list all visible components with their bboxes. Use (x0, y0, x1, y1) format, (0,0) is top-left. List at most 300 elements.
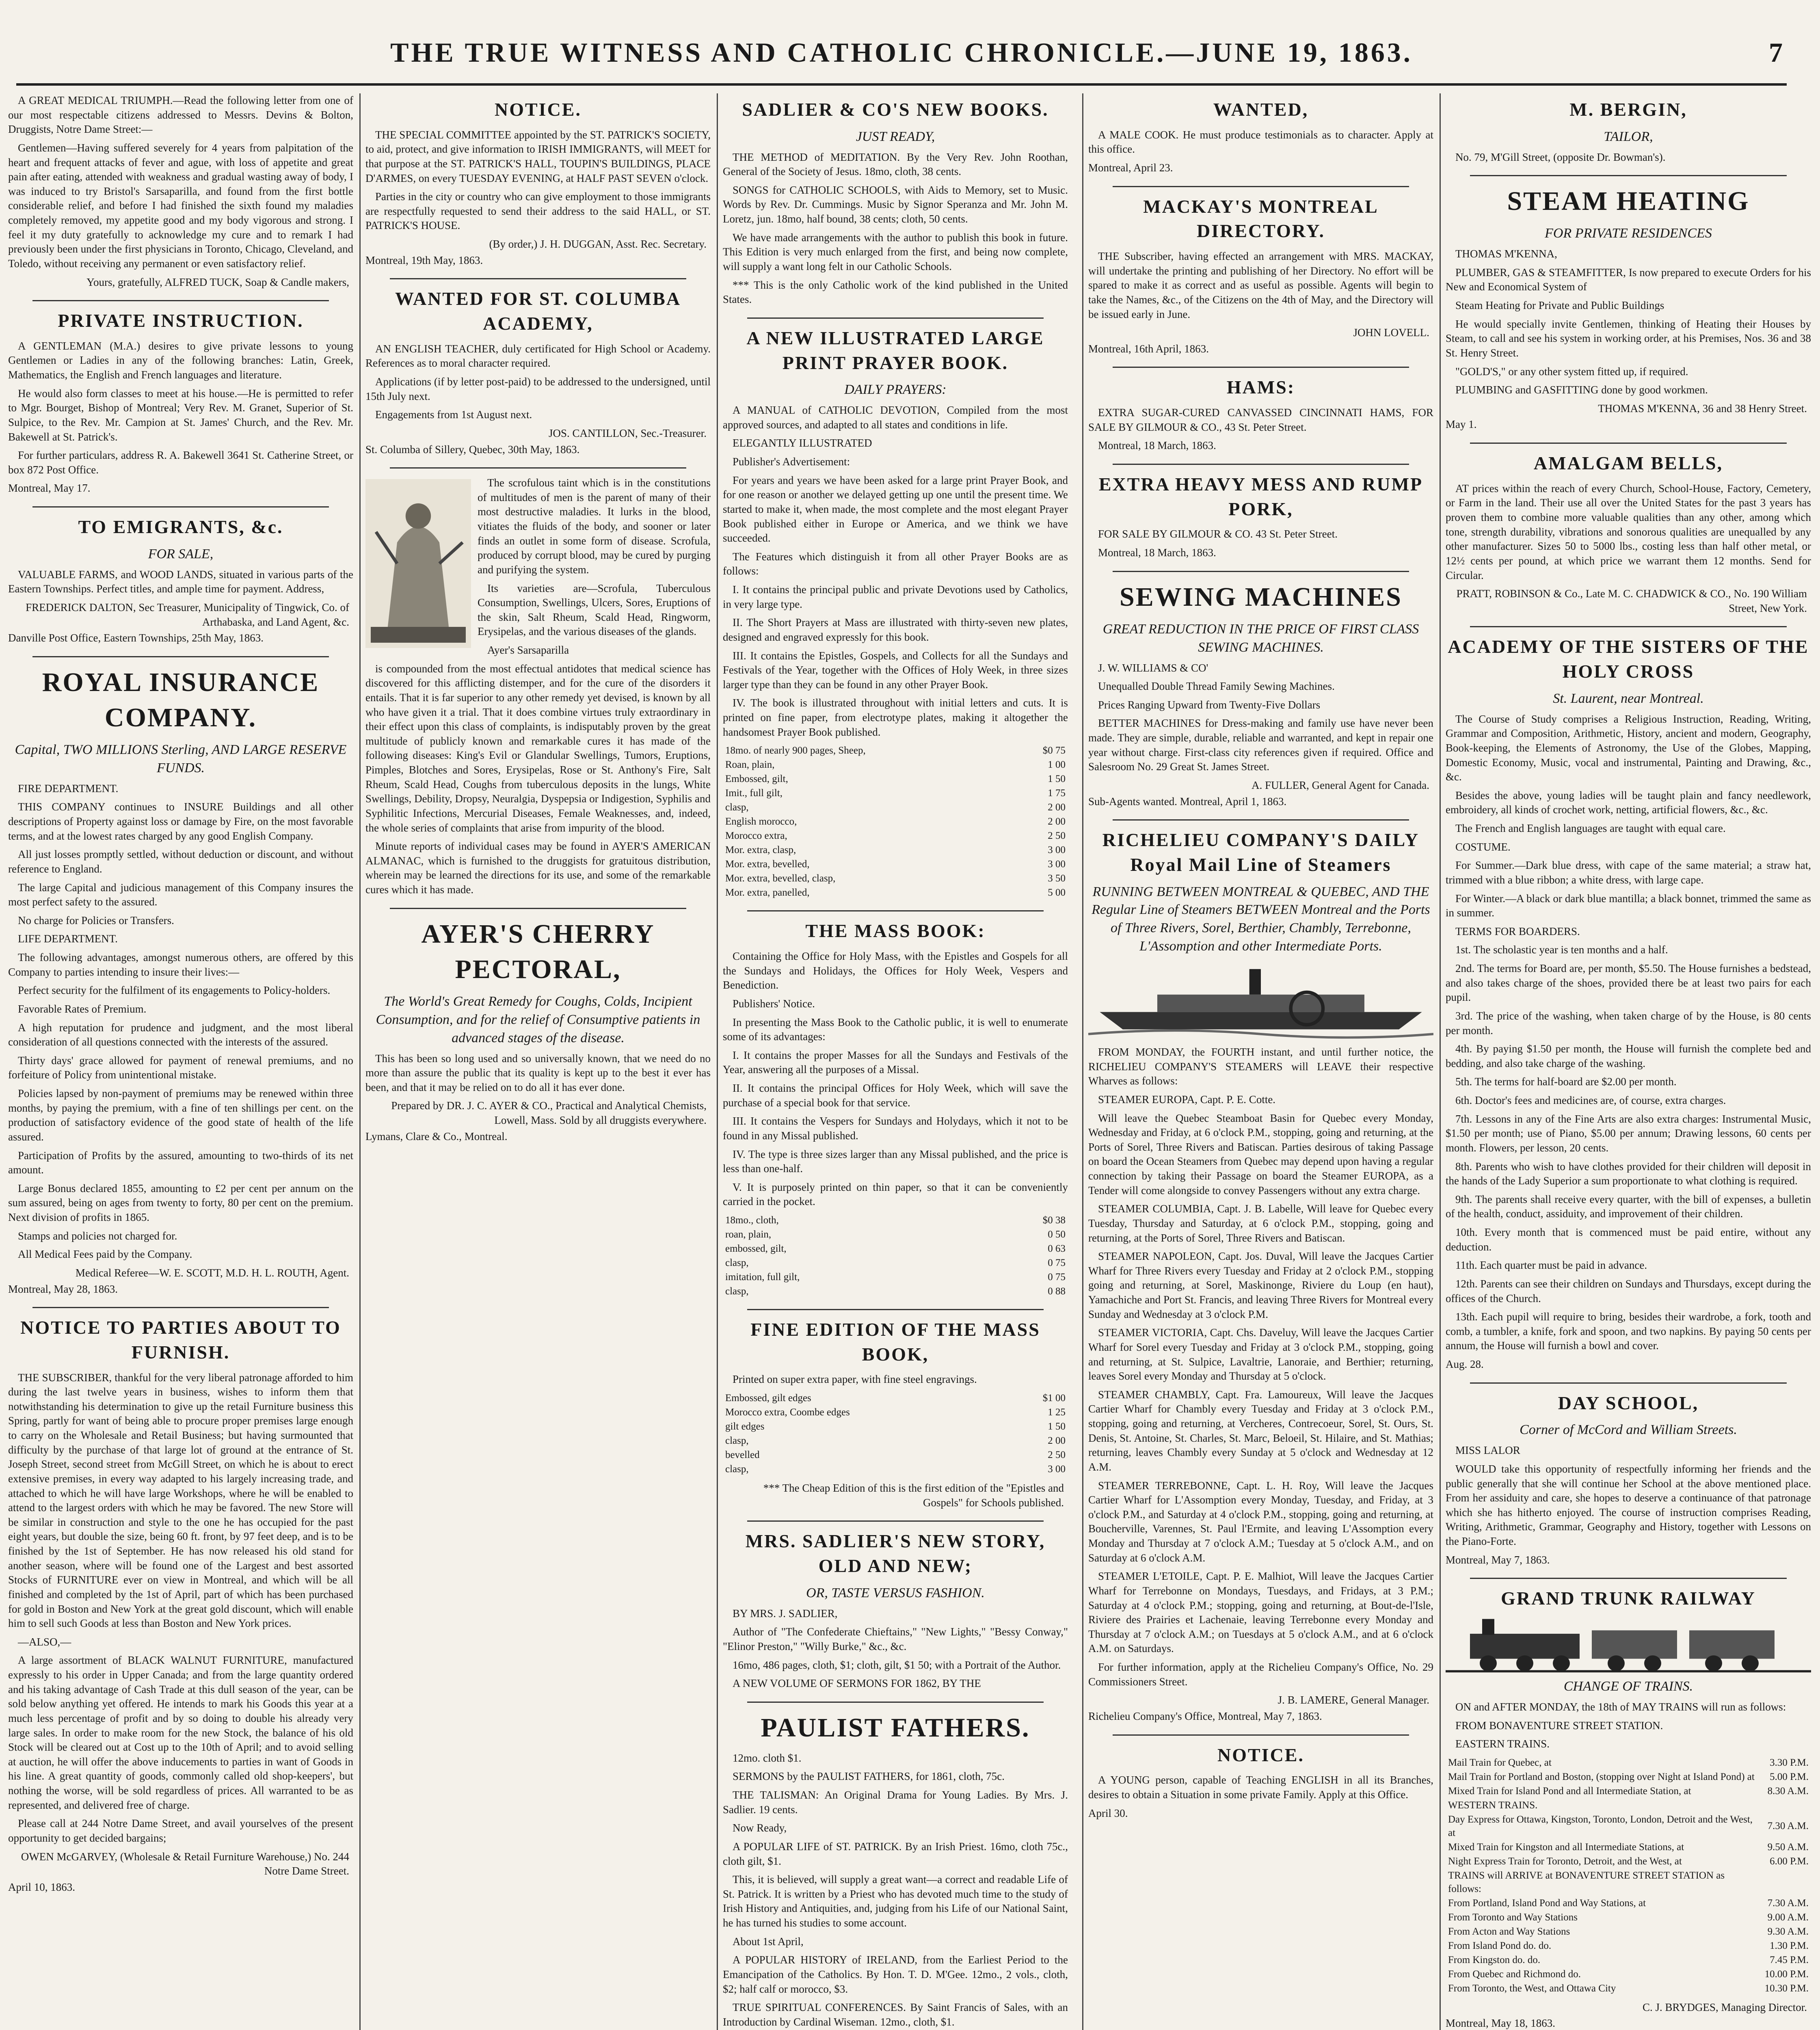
ad-paragraph: Author of "The Confederate Chieftains," "New Lights," "Bessy Conway," "Elinor Preston," "Willy Burke," &c., &c. (723, 1626, 1068, 1652)
price-value: 1 50 (1048, 773, 1066, 785)
price-value: 1 25 (1048, 1407, 1066, 1418)
price-value: 0 88 (1048, 1286, 1066, 1297)
section-divider (1470, 626, 1787, 627)
ad-paragraph: SERMONS by the PAULIST FATHERS, for 1861, cloth, 75c. (733, 1770, 1005, 1783)
ad-heading: A NEW ILLUSTRATED LARGE PRINT PRAYER BOOK. (746, 327, 1044, 373)
ad-paragraph: 7th. Lessons in any of the Fine Arts are also extra charges: Instrumental Music, $1.50 per month; use of Piano, $5.00 per annum; Drawing lessons, 60 cents per month. Flowers, per lesson, 20 cents. (1446, 1112, 1811, 1154)
ad-signature: J. B. LAMERE, General Manager. (1277, 1694, 1429, 1706)
price-value: 2 00 (1048, 1435, 1066, 1447)
price-row (723, 1405, 1068, 1419)
ad-paragraph: THIS COMPANY continues to INSURE Buildings and all other descriptions of Property against loss or damage by Fire, on the most favorable terms, and at the lowest rates charged by any good English Company. (8, 801, 353, 842)
ad-paragraph: No. 79, M'Gill Street, (opposite Dr. Bowman's). (1455, 151, 1666, 163)
section-divider (747, 1702, 1044, 1703)
ad-subheading: RUNNING BETWEEN MONTREAL & QUEBEC, AND THE Regular Line of Steamers BETWEEN Montreal and the Ports of Three Rivers, Sorel, Berthier, Chambly, Terrebonne, L'Assomption and other Intermediate Ports. (1092, 884, 1430, 954)
ad-paragraph: Minute reports of individual cases may be found in AYER'S AMERICAN ALMANAC, which is furnished to the druggists for gratuitous distribution, wherein may be learned the directions for its use, and some of the remarkable cures which it has made. (365, 840, 711, 896)
price-item: Imit., full gilt, (725, 788, 782, 799)
ad-paragraph: A POPULAR LIFE of ST. PATRICK. By an Irish Priest. 16mo, cloth 75c., cloth gilt, $1. (723, 1840, 1068, 1867)
ad-paragraph: A NEW VOLUME OF SERMONS FOR 1862, BY THE (733, 1677, 981, 1690)
price-row (723, 1419, 1068, 1434)
ad-signature: THOMAS M'KENNA, 36 and 38 Henry Street. (1598, 402, 1807, 415)
ad-paragraph: THOMAS M'KENNA, (1455, 248, 1557, 260)
price-row (1446, 1798, 1811, 1812)
advertisement (8, 1307, 353, 1894)
ad-heading: NOTICE. (1217, 1744, 1304, 1765)
advertisement (1088, 819, 1433, 1723)
ad-paragraph: STEAMER TERREBONNE, Capt. L. H. Roy, Will leave the Jacques Cartier Wharf for L'Assomption every Monday, Tuesday, and Friday, at 3 o'clock P.M., and Saturday at 4 o'clock P.M., stopping, going and returning, at Boucherville, Varennes, St. Paul l'Ermite, and leaving L'Assomption every Monday and Thursday at 7 o'clock A.M.; Tuesday at 5 o'clock A.M., and on Saturday at 6 o'clock A.M. (1088, 1479, 1433, 1564)
price-row (1446, 1981, 1811, 1995)
price-row (723, 1434, 1068, 1448)
price-item: Embossed, gilt edges (725, 1393, 811, 1404)
ad-paragraph: THE SPECIAL COMMITTEE appointed by the ST. PATRICK'S SOCIETY, to aid, protect, and give information to IRISH IMMIGRANTS, will MEET for that purpose at the ST. PATRICK'S HALL, TOUPIN'S BUILDINGS, PLACE D'ARMES, on every TUESDAY EVENING, at HALF PAST SEVEN o'clock. (365, 128, 711, 184)
section-divider (1470, 1382, 1787, 1384)
ad-date: April 30. (1088, 1807, 1128, 1819)
ad-signature: Prepared by DR. J. C. AYER & CO., Practical and Analytical Chemists, Lowell, Mass. Sold by all druggists everywhere. (391, 1099, 707, 1126)
ad-paragraph: For Winter.—A black or dark blue mantilla; a black bonnet, trimmed the same as in summer. (1446, 892, 1811, 919)
ad-paragraph: A high reputation for prudence and judgment, and the most liberal consideration of all questions connected with the interests of the assured. (8, 1021, 353, 1048)
ad-paragraph: A YOUNG person, capable of Teaching ENGLISH in all its Branches, desires to obtain a Situation in some private Family. Apply at this Office. (1088, 1774, 1433, 1801)
price-row (723, 885, 1068, 900)
ad-paragraph: Will leave the Quebec Steamboat Basin for Quebec every Monday, Wednesday and Friday, at 6 o'clock P.M., stopping, going and returning, at the Ports of Sorel, Three Rivers and Batiscan. Parties desirous of taking Passage on board the Ocean Steamers from Quebec may depend upon having a regular connection by taking their Passage on board the Steamer EUROPA, as a Tender will come alongside to convey Passengers without any extra charge. (1088, 1112, 1433, 1196)
ad-paragraph: The Course of Study comprises a Religious Instruction, Reading, Writing, Grammar and Composition, Arithmetic, History, ancient and modern, Geography, Book-keeping, the Elements of Astronomy, the Use of the Globes, Mapping, Domestic Economy, Music, vocal and instrumental, Painting and Drawing, &c., &c. (1446, 713, 1811, 783)
price-row (723, 857, 1068, 871)
masthead-title: THE TRUE WITNESS AND CATHOLIC CHRONICLE.—JUNE 19, 1863. (390, 37, 1413, 68)
price-value: 0 50 (1048, 1229, 1066, 1240)
section-divider (32, 656, 329, 657)
ad-paragraph: 12th. Parents can see their children on Sundays and Thursdays, except during the offices of the Church. (1446, 1277, 1811, 1304)
ad-paragraph: STEAMER NAPOLEON, Capt. Jos. Duval, Will leave the Jacques Cartier Wharf for Three Rivers every Tuesday and Friday at 2 o'clock P.M., stopping going and returning, at Sorel, Maskinonge, Riviere du Loup (en haut), Yamachiche and Port St. Francis, and leaving Three Rivers for Montreal every Sunday and Wednesday at 3 o'clock P.M. (1088, 1250, 1433, 1320)
ad-paragraph: I. It contains the proper Masses for all the Sundays and Festivals of the Year, answering all the purposes of a Missal. (723, 1049, 1068, 1076)
advertisement (1446, 175, 1811, 432)
price-item: Mail Train for Portland and Boston, (stopping over Night at Island Pond) at (1448, 1771, 1755, 1782)
section-divider (1113, 186, 1409, 187)
steamboat-illustration (1088, 960, 1433, 1041)
ad-paragraph: STEAMER EUROPA, Capt. P. E. Cotte. (1098, 1093, 1276, 1106)
ad-paragraph: Besides the above, young ladies will be taught plain and fancy needlework, embroidery, all kinds of crochet work, netting, artificial flowers, &c., &c. (1446, 789, 1811, 816)
price-item: clasp, (725, 1257, 749, 1268)
ad-paragraph: II. The Short Prayers at Mass are illustrated with thirty-seven new plates, designed and engraved expressly for this book. (723, 616, 1068, 643)
ad-paragraph: In presenting the Mass Book to the Catholic public, it is well to enumerate some of its advantages: (723, 1016, 1068, 1043)
price-value (1762, 1798, 1811, 1812)
ad-heading: RICHELIEU COMPANY'S DAILY Royal Mail Line of Steamers (1102, 829, 1420, 875)
ad-paragraph: FIRE DEPARTMENT. (18, 782, 119, 795)
ad-paragraph: III. It contains the Epistles, Gospels, and Collects for all the Sundays and Festivals of the Year, together with the Offices of Holy Week, in three sizes larger type than they can be found in any other Prayer Book. (723, 649, 1068, 691)
price-row (1446, 1854, 1811, 1868)
ad-paragraph: THE METHOD of MEDITATION. By the Very Rev. John Roothan, General of the Society of Jesus. 18mo, cloth, 38 cents. (723, 151, 1068, 178)
advertisement (1446, 443, 1811, 615)
ad-paragraph: 3rd. The price of the washing, when taken charge of by the House, is 80 cents per month. (1446, 1009, 1811, 1037)
price-row (723, 1256, 1068, 1270)
ad-heading: GRAND TRUNK RAILWAY (1501, 1588, 1756, 1609)
advertisement (365, 278, 711, 457)
ad-paragraph: II. It contains the principal Offices for Holy Week, which will save the purchase of a special book for that service. (723, 1082, 1068, 1109)
ad-paragraph: Prices Ranging Upward from Twenty-Five Dollars (1098, 698, 1321, 711)
advertisement (723, 97, 1068, 307)
price-row (723, 772, 1068, 786)
ad-paragraph: For further particulars, address R. A. Bakewell 3641 St. Catherine Street, or box 872 Post Office. (8, 449, 353, 476)
ad-heading: PAULIST FATHERS. (761, 1713, 1030, 1743)
price-value: 2 50 (1048, 830, 1066, 842)
ad-paragraph: Engagements from 1st August next. (375, 408, 532, 421)
section-divider (747, 317, 1044, 319)
section-divider (1113, 367, 1409, 368)
price-row (723, 829, 1068, 843)
advertisement (1446, 626, 1811, 1371)
ad-signature: JOS. CANTILLON, Sec.-Treasurer. (549, 427, 707, 439)
price-item: gilt edges (725, 1421, 765, 1432)
price-row (1446, 1896, 1811, 1910)
advertisement (8, 656, 353, 1296)
advertisement (1088, 464, 1433, 560)
section-divider (32, 506, 329, 508)
ad-paragraph: A GREAT MEDICAL TRIUMPH.—Read the following letter from one of our most respectable citizens addressed to Messrs. Devins & Bolton, Druggists, Notre Dame Street:— (8, 94, 353, 136)
ad-subheading: The World's Great Remedy for Coughs, Colds, Incipient Consumption, and for the relief of Consumptive patients in advanced stages of the disease. (376, 993, 700, 1045)
ad-paragraph: This, it is believed, will supply a great want—a correct and readable Life of St. Patrick. It is written by a Priest who has devoted much time to the study of Irish History and Antiquities, and, judging from his Life of our National Saint, he has turned his studies to some account. (723, 1873, 1068, 1929)
price-row (723, 1391, 1068, 1405)
price-item: 18mo., cloth, (725, 1215, 779, 1226)
ad-paragraph: No charge for Policies or Transfers. (18, 914, 174, 926)
ad-paragraph: EASTERN TRAINS. (1455, 1738, 1550, 1750)
section-divider (32, 300, 329, 301)
ad-paragraph: All Medical Fees paid by the Company. (18, 1248, 192, 1261)
ad-paragraph: J. W. WILLIAMS & CO' (1098, 661, 1208, 674)
price-row (1446, 1953, 1811, 1967)
ad-paragraph: IV. The type is three sizes larger than any Missal published, and the price is less than one-half. (723, 1148, 1068, 1175)
section-divider (390, 467, 686, 469)
ad-paragraph: For years and years we have been asked for a large print Prayer Book, and for one reason or another we delayed getting up one until the present time. We started to make it, when made, the most complete and the most elegant Prayer Book published either in Europe or America, and we think we have succeeded. (723, 474, 1068, 544)
ad-paragraph: The French and English languages are taught with equal care. (1455, 822, 1726, 835)
ad-paragraph: A POPULAR HISTORY of IRELAND, from the Earliest Period to the Emancipation of the Catholics. By Hon. T. D. M'Gee. 12mo., 2 vols., cloth, $2; half calf or morocco, $3. (723, 1954, 1068, 1995)
price-value: 9.50 A.M. (1767, 1841, 1809, 1853)
column-5 (1446, 93, 1811, 2030)
advertisement (365, 908, 711, 1144)
section-divider (1113, 819, 1409, 821)
price-value: 1 75 (1048, 788, 1066, 799)
ad-paragraph: Montreal, 18 March, 1863. (1098, 439, 1216, 452)
price-row (1446, 1967, 1811, 1981)
advertisement (1088, 1734, 1433, 1821)
section-divider (390, 908, 686, 909)
price-list (723, 743, 1068, 900)
price-value: $0 38 (1042, 1215, 1066, 1226)
ad-heading: TO EMIGRANTS, &c. (78, 516, 283, 538)
ad-subheading: Corner of McCord and William Streets. (1520, 1422, 1737, 1438)
ad-paragraph: TRUE SPIRITUAL CONFERENCES. By Saint Francis of Sales, with an Introduction by Cardinal Wiseman. 12mo., cloth, $1. (723, 2001, 1068, 2028)
ad-date: Montreal, May 18, 1863. (1446, 2017, 1555, 2030)
ad-heading: DAY SCHOOL, (1558, 1392, 1699, 1413)
ad-paragraph: The following advantages, amongst numerous others, are offered by this Company to parties intending to insure their lives:— (8, 951, 353, 978)
price-value: 3 00 (1048, 844, 1066, 856)
price-value: 2 50 (1048, 1449, 1066, 1461)
ad-date: Montreal, 16th April, 1863. (1088, 342, 1209, 355)
ad-paragraph: 12mo. cloth $1. (733, 1751, 802, 1764)
advertisement (723, 1520, 1068, 1691)
price-item: imitation, full gilt, (725, 1272, 800, 1283)
ad-paragraph: A MANUAL of CATHOLIC DEVOTION, Compiled from the most approved sources, and adapted to all states and conditions in life. (723, 404, 1068, 431)
ad-paragraph: The Features which distinguish it from all other Prayer Books are as follows: (723, 550, 1068, 577)
ad-paragraph: Favorable Rates of Premium. (18, 1002, 147, 1015)
column-1 (8, 93, 353, 2030)
ad-paragraph: STEAMER L'ETOILE, Capt. P. E. Malhiot, Will leave the Jacques Cartier Wharf for Terrebonne on Mondays, Tuesdays, and Fridays, at 3 P.M.; Saturday at 4 o'clock P.M.; stopping, going and returning, at Bout-de-l'Isle, Riviere des Prairies et Lachenaie, leaving Terrebonne every Monday and Thursday at 7 o'clock A.M.; on Tuesdays at 5 o'clock A.M., and at 6 o'clock A.M. on Saturdays. (1088, 1570, 1433, 1655)
price-row (1446, 1910, 1811, 1924)
price-row (723, 1462, 1068, 1476)
ad-paragraph: Its varieties are—Scrofula, Tuberculous Consumption, Swellings, Ulcers, Sores, Eruptions of the skin, Salt Rheum, Scald Head, Ringworm, Erysipelas, and the various diseases of the glands. (478, 582, 711, 638)
price-row (1446, 1939, 1811, 1953)
price-value: 3.30 P.M. (1770, 1757, 1809, 1768)
ad-paragraph: ELEGANTLY ILLUSTRATED (733, 437, 872, 449)
section-divider (1113, 464, 1409, 465)
ad-paragraph: A MALE COOK. He must produce testimonials as to character. Apply at this office. (1088, 128, 1433, 155)
price-value: 1 00 (1048, 759, 1066, 771)
section-divider (1470, 443, 1787, 444)
price-value: 1.30 P.M. (1770, 1940, 1809, 1951)
price-row (723, 843, 1068, 857)
price-list (1446, 1756, 1811, 1995)
ad-paragraph: For further information, apply at the Richelieu Company's Office, No. 29 Commissioners Street. (1088, 1661, 1433, 1688)
ad-subheading: GREAT REDUCTION IN THE PRICE OF FIRST CLASS SEWING MACHINES. (1102, 621, 1419, 655)
ad-paragraph: STEAMER CHAMBLY, Capt. Fra. Lamoureux, Will leave the Jacques Cartier Wharf for Chambly every Tuesday and Friday at 3 o'clock P.M., stopping, going and returning, at Vercheres, Contrecoeur, Sorel, St. Ours, St. Denis, St. Antoine, St. Charles, St. Marc, Beloeil, St. Hilaire, and St. Mathias; returning, leaves Chambly every Sunday at 5 o'clock and Wednesday at 12 A.M. (1088, 1388, 1433, 1473)
ad-paragraph: 10th. Every month that is commenced must be paid entire, without any deduction. (1446, 1226, 1811, 1253)
section-divider (32, 1307, 329, 1308)
ad-signature: *** The Cheap Edition of this is the first edition of the "Epistles and Gospels" for Schools published. (763, 1482, 1064, 1509)
advertisement (723, 910, 1068, 1298)
price-value: 7.45 P.M. (1770, 1954, 1809, 1965)
price-item: Mor. extra, panelled, (725, 887, 810, 898)
ad-paragraph: BY MRS. J. SADLIER, (733, 1607, 838, 1620)
ad-date: Aug. 28. (1446, 1358, 1484, 1371)
price-value: 10.00 P.M. (1764, 1968, 1809, 1980)
ad-paragraph: FROM MONDAY, the FOURTH instant, and until further notice, the RICHELIEU COMPANY'S STEAMERS will LEAVE their respective Wharves as follows: (1088, 1046, 1433, 1087)
price-value: 1 50 (1048, 1421, 1066, 1432)
ad-paragraph: SONGS for CATHOLIC SCHOOLS, with Aids to Memory, set to Music. Words by Rev. Dr. Cummings. Music by Signor Speranza and Mr. John M. Loretz, jun. 18mo, half bound, 38 cents; cloth, 50 cents. (723, 184, 1068, 225)
price-row (1446, 1756, 1811, 1770)
price-item: clasp, (725, 802, 749, 813)
ad-signature: (By order,) J. H. DUGGAN, Asst. Rec. Secretary. (489, 238, 707, 251)
ad-subheading: FOR SALE, (148, 546, 214, 561)
ad-paragraph: All just losses promptly settled, without deduction or discount, and without reference to England. (8, 848, 353, 875)
locomotive-illustration (1446, 1617, 1811, 1674)
advertisement (1088, 571, 1433, 809)
price-item: clasp, (725, 1286, 749, 1297)
section-divider (747, 910, 1044, 911)
price-row (1446, 1812, 1811, 1840)
ad-paragraph: Participation of Profits by the assured, amounting to two-thirds of its net amount. (8, 1149, 353, 1176)
column-4 (1088, 93, 1433, 2030)
ad-paragraph: EXTRA SUGAR-CURED CANVASSED CINCINNATI HAMS, FOR SALE BY GILMOUR & CO., 43 St. Peter Street. (1088, 406, 1433, 433)
advertisement (365, 467, 711, 897)
price-row (1446, 1840, 1811, 1854)
price-item: Mor. extra, bevelled, clasp, (725, 873, 836, 884)
ad-heading: SADLIER & CO'S NEW BOOKS. (742, 99, 1049, 120)
ad-paragraph: Gentlemen—Having suffered severely for 4 years from palpitation of the heart and frequent attacks of fever and ague, with loss of appetite and great pain after eating, attended with weakness and gradual wasting away of body, I was induced to try Bristol's Sarsaparilla, and found from the first bottle considerable relief, and before I had finished the sixth found my maladies completely removed, my appetite good and my body vigorous and strong. I feel it my duty gratefully to acknowledge my cure and to remark I had previously been under the first physicians in Toronto, Chicago, Cleveland, and Toledo, without receiving any permanent or even satisfactory relief. (8, 141, 353, 270)
price-item: From Portland, Island Pond and Way Stations, at (1448, 1897, 1646, 1909)
ad-paragraph: —ALSO,— (18, 1635, 71, 1648)
ad-paragraph: Steam Heating for Private and Public Buildings (1455, 299, 1664, 312)
ad-paragraph: Publishers' Notice. (733, 997, 815, 1010)
column-divider (717, 93, 718, 2030)
price-row (723, 814, 1068, 829)
ad-paragraph: We have made arrangements with the author to publish this book in future. This Edition is very much enlarged from the first, and being now complete, will supply a want long felt in our Catholic Schools. (723, 231, 1068, 272)
ad-date: Sub-Agents wanted. Montreal, April 1, 1863. (1088, 795, 1287, 808)
price-item: Roan, plain, (725, 759, 775, 771)
ad-heading: WANTED, (1213, 99, 1309, 120)
price-value: 0 63 (1048, 1243, 1066, 1254)
section-divider (1470, 175, 1787, 176)
ad-date: Montreal, May 7, 1863. (1446, 1553, 1550, 1566)
ad-paragraph: Unequalled Double Thread Family Sewing Machines. (1098, 680, 1335, 693)
price-item: Day Express for Ottawa, Kingston, Toronto, London, Detroit and the West, at (1448, 1814, 1753, 1838)
column-divider (1082, 93, 1083, 2030)
ad-signature: JOHN LOVELL. (1353, 326, 1429, 339)
advertisement (723, 1309, 1068, 1510)
section-divider (1470, 1578, 1787, 1579)
ad-signature: C. J. BRYDGES, Managing Director. (1643, 2001, 1807, 2013)
price-value: 7.30 A.M. (1767, 1821, 1809, 1832)
ad-signature: A. FULLER, General Agent for Canada. (1252, 779, 1429, 791)
price-row (723, 1213, 1068, 1227)
ad-heading: WANTED FOR ST. COLUMBA ACADEMY, (395, 288, 681, 334)
ad-paragraph: PLUMBER, GAS & STEAMFITTER, Is now prepared to execute Orders for his New and Economical System of (1446, 266, 1811, 293)
ad-paragraph: STEAMER COLUMBIA, Capt. J. B. Labelle, Will leave for Quebec every Tuesday, Thursday and Saturday, at 6 o'clock P.M., stopping, going and returning, at the Ports of Sorel, Three Rivers and Batiscan. (1088, 1203, 1433, 1244)
price-value (1762, 1868, 1811, 1896)
price-item: bevelled (725, 1449, 760, 1461)
section-divider (1113, 1734, 1409, 1736)
price-item: Mail Train for Quebec, at (1448, 1757, 1552, 1768)
price-item: From Acton and Way Stations (1448, 1926, 1570, 1937)
ad-heading: EXTRA HEAVY MESS AND RUMP PORK, (1098, 474, 1423, 519)
ad-paragraph: The large Capital and judicious management of this Company insures the most perfect safety to the assured. (8, 881, 353, 908)
price-value: 3 00 (1048, 859, 1066, 870)
ad-paragraph: 1st. The scholastic year is ten months and a half. (1455, 944, 1668, 956)
ad-subheading: FOR PRIVATE RESIDENCES (1545, 226, 1712, 241)
masthead-rule (16, 83, 1787, 86)
ad-signature: PRATT, ROBINSON & Co., Late M. C. CHADWICK & CO., No. 190 William Street, New York. (1456, 587, 1807, 614)
ad-date: Lymans, Clare & Co., Montreal. (365, 1130, 508, 1142)
price-value: 2 00 (1048, 802, 1066, 813)
ad-paragraph: The scrofulous taint which is in the constitutions of multitudes of men is the parent of many of their most destructive maladies. It lurks in the blood, vitiates the fluids of the body, and sooner or later finds an outlet in some form of disease. Scrofula, produced by corrupt blood, may be cured by purging and purifying the system. (478, 477, 711, 576)
ad-paragraph: 4th. By paying $1.50 per month, the House will furnish the complete bed and bedding, and also take charge of the washing. (1446, 1043, 1811, 1069)
ad-paragraph: Parties in the city or country who can give employment to those immigrants are respectfully requested to send their address to the said HALL, or ST. PATRICK'S HOUSE. (365, 190, 711, 232)
ad-paragraph: Policies lapsed by non-payment of premiums may be renewed within three months, by paying the premium, with a fine of ten shillings per cent. on the production of satisfactory evidence of the good state of health of the life assured. (8, 1087, 353, 1143)
ad-heading: ROYAL INSURANCE COMPANY. (42, 667, 320, 732)
advertisement (1088, 367, 1433, 453)
ad-paragraph: Publisher's Advertisement: (733, 456, 850, 468)
price-row (1446, 1784, 1811, 1798)
ad-subheading: JUST READY, (856, 129, 935, 144)
masthead (16, 32, 1787, 81)
price-value: $1 00 (1042, 1393, 1066, 1404)
ad-paragraph: He would specially invite Gentlemen, thinking of Heating their Houses by Steam, to call and see his system in working order, at his Premises, Nos. 36 and 38 St. Henry Street. (1446, 317, 1811, 359)
advertisement (1088, 97, 1433, 175)
price-item: Mixed Train for Kingston and all Intermediate Stations, at (1448, 1841, 1684, 1853)
price-row (1446, 1868, 1811, 1896)
price-list (723, 1391, 1068, 1476)
price-list (723, 1213, 1068, 1298)
ad-paragraph: 6th. Doctor's fees and medicines are, of course, extra charges. (1455, 1094, 1726, 1107)
ad-date: Montreal, April 23. (1088, 161, 1173, 174)
ad-heading: NOTICE. (495, 99, 581, 120)
price-value: 9.00 A.M. (1767, 1911, 1809, 1923)
ad-date: Danville Post Office, Eastern Townships, 25th May, 1863. (8, 632, 264, 644)
ad-date: Montreal, May 28, 1863. (8, 1283, 118, 1295)
price-value: 7.30 A.M. (1767, 1897, 1809, 1909)
ad-heading: STEAM HEATING (1507, 186, 1750, 216)
price-item: embossed, gilt, (725, 1243, 787, 1254)
advertisement (365, 97, 711, 268)
ad-subheading: TAILOR, (1604, 129, 1653, 144)
price-item: clasp, (725, 1464, 749, 1475)
ad-heading: MRS. SADLIER'S NEW STORY, OLD AND NEW; (745, 1531, 1046, 1576)
price-item: From Kingston do. do. (1448, 1954, 1541, 1965)
ad-paragraph: AT prices within the reach of every Church, School-House, Factory, Cemetery, or Farm in the land. Their use all over the United States for the past 3 years has proven them to combine more valuable qualities than any other, among which tone, strength durability, vibrations and sonorous qualities are unequalled by any other manufacturer. Sizes 50 to 5000 lbs., costing less than half other metal, or 12½ cents per pound, at which price we warrant them 12 months. Send for Circular. (1446, 482, 1811, 581)
ad-paragraph: For Summer.—Dark blue dress, with cape of the same material; a straw hat, trimmed with a blue ribbon; a white dress, with large cape. (1446, 859, 1811, 886)
ad-heading: NOTICE TO PARTIES ABOUT TO FURNISH. (20, 1317, 341, 1363)
price-item: roan, plain, (725, 1229, 772, 1240)
price-item: Morocco extra, (725, 830, 787, 842)
ad-paragraph: THE TALISMAN: An Original Drama for Young Ladies. By Mrs. J. Sadlier. 19 cents. (723, 1789, 1068, 1816)
price-row (723, 758, 1068, 772)
page-number: 7 (1769, 37, 1783, 68)
ad-paragraph: LIFE DEPARTMENT. (18, 933, 118, 945)
ad-date: Richelieu Company's Office, Montreal, May 7, 1863. (1088, 1710, 1322, 1722)
price-item: Morocco extra, Coombe edges (725, 1407, 850, 1418)
price-item: Mixed Train for Island Pond and all Intermediate Station, at (1448, 1785, 1691, 1797)
section-divider (1113, 571, 1409, 572)
ad-paragraph: He would also form classes to meet at his house.—He is permitted to refer to Mgr. Bourget, Bishop of Montreal; Very Rev. M. Granet, Superior of St. Sulpice, to the Rev. Mr. Campion at St. James' Church, and the Rev. Mr. Bakewell at St. Patrick's. (8, 387, 353, 443)
advertisement (723, 317, 1068, 900)
ad-paragraph: Applications (if by letter post-paid) to be addressed to the undersigned, until 15th July next. (365, 376, 711, 402)
ad-paragraph: This has been so long used and so universally known, that we need do no more than assure the public that its quality is kept up to the best it ever has been, and that it may be relied on to do all it has ever done. (365, 1052, 711, 1093)
ad-subheading: CHANGE OF TRAINS. (1563, 1679, 1693, 1694)
allegorical-figure-illustration (365, 478, 471, 649)
ad-paragraph: 16mo, 486 pages, cloth, $1; cloth, gilt, $1 50; with a Portrait of the Author. (733, 1659, 1061, 1671)
ad-paragraph: III. It contains the Vespers for Sundays and Holydays, which it not to be found in any Missal published. (723, 1115, 1068, 1142)
ad-heading: SEWING MACHINES (1120, 582, 1402, 612)
ad-paragraph: Large Bonus declared 1855, amounting to £2 per cent per annum on the sum assured, being on ages from twenty to forty, 80 per cent on the premium. Next division of profits in 1865. (8, 1182, 353, 1224)
price-value: 8.30 A.M. (1767, 1785, 1809, 1797)
advertisement (1088, 186, 1433, 356)
price-item: Mor. extra, clasp, (725, 844, 796, 856)
price-item: 18mo. of nearly 900 pages, Sheep, (725, 745, 866, 756)
ad-paragraph: THE SUBSCRIBER, thankful for the very liberal patronage afforded to him during the last twelve years in business, wishes to inform them that notwithstanding his determination to give up the retail Furniture business this Spring, partly for want of being able to procure proper premises large enough to carry on the Wholesale and Retail Business; but having surmounted that difficulty by the purchase of that large lot of ground at the entrance of St. Joseph Street, second street from McGill Street, on which he is about to erect extensive premises, in every way adapted to his largely increasing trade, and attached to which he will have large Workshops, where he will be enabled to attend to the largest orders with which he may be favored. The new Store will be similar in construction and style to the one he has occupied for the past eight years, but double the size, being 60 ft. front, by 97 feet deep, and is to be finished by the 1st of September. He has now released his old stand for another season, where will be found one of the Largest and best assorted Stocks of FURNITURE ever on view in Montreal, and which will be all finished and completed by the 1st of April, part of which has been purchased for gold in Boston and New York at the great gold discount, which will enable him to sell such Goods at less than Boston and New York prices. (8, 1371, 353, 1630)
section-divider (747, 1520, 1044, 1522)
column-2 (365, 93, 711, 2030)
price-item: From Island Pond do. do. (1448, 1940, 1552, 1951)
ad-paragraph: About 1st April, (733, 1935, 804, 1948)
ad-paragraph: STEAMER VICTORIA, Capt. Chs. Daveluy, Will leave the Jacques Cartier Wharf for Sorel every Tuesday and Friday at 3 o'clock P.M., stopping, going and returning, at St. Sulpice, Lavaltrie, Lanoraie, and Berthier; returning, leaves Sorel every Monday and Thursday at 5 o'clock. (1088, 1326, 1433, 1382)
ad-paragraph: 9th. The parents shall receive every quarter, with the bill of expenses, a bulletin of the health, conduct, assiduity, and improvement of their children. (1446, 1193, 1811, 1220)
ad-paragraph: IV. The book is illustrated throughout with initial letters and cuts. It is printed on fine paper, from electrotype plates, making it altogether the handsomest Prayer Book published. (723, 697, 1068, 738)
ad-heading: AMALGAM BELLS, (1533, 453, 1723, 474)
ad-paragraph: 8th. Parents who wish to have clothes provided for their children will deposit in the hands of the Lady Superior a sum proportionate to what clothing is required. (1446, 1160, 1811, 1187)
ad-subheading: St. Laurent, near Montreal. (1553, 691, 1704, 706)
price-value: $0 75 (1042, 745, 1066, 756)
price-item: WESTERN TRAINS. (1448, 1799, 1538, 1811)
ad-paragraph: PLUMBING and GASFITTING done by good workmen. (1455, 384, 1708, 396)
ad-paragraph: I. It contains the principal public and private Devotions used by Catholics, in very large type. (723, 583, 1068, 610)
ad-paragraph: Containing the Office for Holy Mass, with the Epistles and Gospels for all the Sundays and Holidays, the Offices for Holy Week, Vespers and Benediction. (723, 950, 1068, 991)
ad-paragraph: FOR SALE BY GILMOUR & CO. 43 St. Peter Street. (1098, 528, 1338, 540)
column-3 (723, 93, 1068, 2030)
price-row (723, 871, 1068, 885)
ad-subheading: Capital, TWO MILLIONS Sterling, AND LARGE RESERVE FUNDS. (15, 742, 347, 775)
ad-subheading: OR, TASTE VERSUS FASHION. (806, 1585, 985, 1600)
ad-paragraph: Perfect security for the fulfilment of its engagements to Policy-holders. (18, 984, 331, 997)
advertisement (1446, 1382, 1811, 1568)
ad-paragraph: TERMS FOR BOARDERS. (1455, 925, 1580, 937)
ad-paragraph: A GENTLEMAN (M.A.) desires to give private lessons to young Gentlemen or Ladies in any of the following branches: Latin, Greek, Mathematics, the English and French languages and literature. (8, 339, 353, 381)
price-item: clasp, (725, 1435, 749, 1447)
price-value: 10.30 P.M. (1764, 1982, 1809, 1994)
